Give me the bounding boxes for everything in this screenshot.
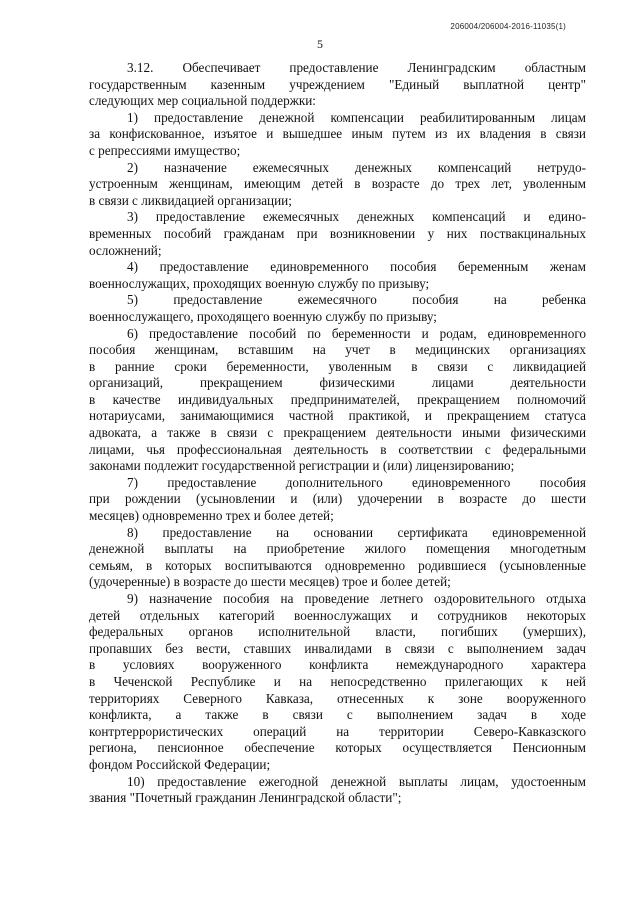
- text-line: федеральных органов исполнительной власти, погибших (умерших),: [89, 624, 586, 640]
- text-line: лицами, чья профессиональная деятельность в соответствии с федеральными: [89, 441, 586, 457]
- paragraph: [89, 259, 586, 292]
- paragraph: [89, 209, 586, 259]
- paragraph: [89, 60, 586, 110]
- paragraph: [89, 525, 586, 591]
- text-line: законами подлежит государственной регистрации и (или) лицензированию;: [89, 458, 515, 474]
- paragraph: [89, 326, 586, 475]
- text-line: денежной выплаты на приобретение жилого помещения многодетным: [89, 541, 586, 557]
- text-line: 2) назначение ежемесячных денежных компенсаций нетрудо-: [127, 159, 586, 175]
- text-line: за конфискованное, изъятое и вышедшее иным путем из их владения в связи: [89, 126, 586, 142]
- text-line: пособия женщинам, вставшим на учет в медицинских организациях: [89, 342, 586, 358]
- text-line: организаций, прекращением физическими лицами деятельности: [89, 375, 586, 391]
- text-line: нотариусами, занимающимися частной практикой, и прекращением статуса: [89, 408, 586, 424]
- document-body: [89, 60, 586, 807]
- paragraph: [89, 475, 586, 525]
- text-line: временных пособий гражданам при возникновении у них поствакцинальных: [89, 225, 586, 241]
- paragraph: [89, 160, 586, 210]
- text-line: при рождении (усыновлении и (или) удочерении в возрасте до шести: [89, 491, 586, 507]
- paragraph: [89, 774, 586, 807]
- text-line: в связи с ликвидацией организации;: [89, 192, 292, 208]
- paragraph: [89, 591, 586, 774]
- text-line: 7) предоставление дополнительного единовременного пособия: [127, 474, 586, 490]
- text-line: военнослужащего, проходящего военную службу по призыву;: [89, 308, 437, 324]
- text-line: детей отдельных категорий военнослужащих и сотрудников некоторых: [89, 607, 586, 623]
- text-line: семьям, в которых воспитываются одновременно родившиеся (усыновленные: [89, 557, 586, 573]
- text-line: устроенным женщинам, имеющим детей в возрасте до трех лет, уволенным: [89, 176, 586, 192]
- paragraph: [89, 110, 586, 160]
- text-line: с репрессиями имущество;: [89, 142, 241, 158]
- text-line: в Чеченской Республике и на непосредственно прилегающих к ней: [89, 673, 586, 689]
- text-line: региона, пенсионное обеспечение которых осуществляется Пенсионным: [89, 740, 586, 756]
- paragraph: [89, 292, 586, 325]
- text-line: 10) предоставление ежегодной денежной выплаты лицам, удостоенным: [127, 773, 586, 789]
- text-line: пропавших без вести, ставших инвалидами в связи с выполнением задач: [89, 640, 586, 656]
- text-line: 9) назначение пособия на проведение летнего оздоровительного отдыха: [127, 591, 586, 606]
- text-line: 4) предоставление единовременного пособия беременным женам: [127, 259, 586, 275]
- text-line: звания "Почетный гражданин Ленинградской области";: [89, 790, 402, 806]
- text-line: в ранние сроки беременности, уволенным в связи с ликвидацией: [89, 358, 586, 374]
- text-line: осложнений;: [89, 242, 162, 258]
- text-line: конфликта, а также в связи с выполнением задач в ходе: [89, 707, 586, 723]
- text-line: 5) предоставление ежемесячного пособия на ребенка: [127, 292, 586, 308]
- page-number: 5: [317, 37, 323, 51]
- text-line: в качестве индивидуальных предпринимателей, прекращением полномочий: [89, 391, 586, 407]
- text-line: фондом Российской Федерации;: [89, 756, 271, 772]
- text-line: 3.12. Обеспечивает предоставление Ленинградским областным: [127, 60, 586, 75]
- text-line: в условиях вооруженного конфликта немеждународного характера: [89, 657, 586, 673]
- text-line: 8) предоставление на основании сертификата единовременной: [127, 524, 586, 540]
- text-line: 3) предоставление ежемесячных денежных компенсаций и едино-: [127, 209, 586, 225]
- text-line: территориях Северного Кавказа, отнесенных к зоне вооруженного: [89, 690, 586, 706]
- text-line: адвоката, а также в связи с прекращением деятельности иными физическими: [89, 425, 586, 441]
- text-line: государственным казенным учреждением "Единый выплатной центр": [89, 76, 586, 92]
- text-line: 6) предоставление пособий по беременности и родам, единовременного: [127, 325, 586, 341]
- text-line: контртеррористических операций на территории Северо-Кавказского: [89, 723, 586, 739]
- text-line: следующих мер социальной поддержки:: [89, 93, 316, 109]
- document-id: 206004/206004-2016-11035(1): [450, 22, 566, 31]
- text-line: (удочеренные) в возрасте до шести месяцев) трое и более детей;: [89, 574, 451, 590]
- text-line: месяцев) одновременно трех и более детей;: [89, 508, 334, 524]
- text-line: военнослужащих, проходящих военную службу по призыву;: [89, 275, 430, 291]
- text-line: 1) предоставление денежной компенсации реабилитированным лицам: [127, 109, 586, 125]
